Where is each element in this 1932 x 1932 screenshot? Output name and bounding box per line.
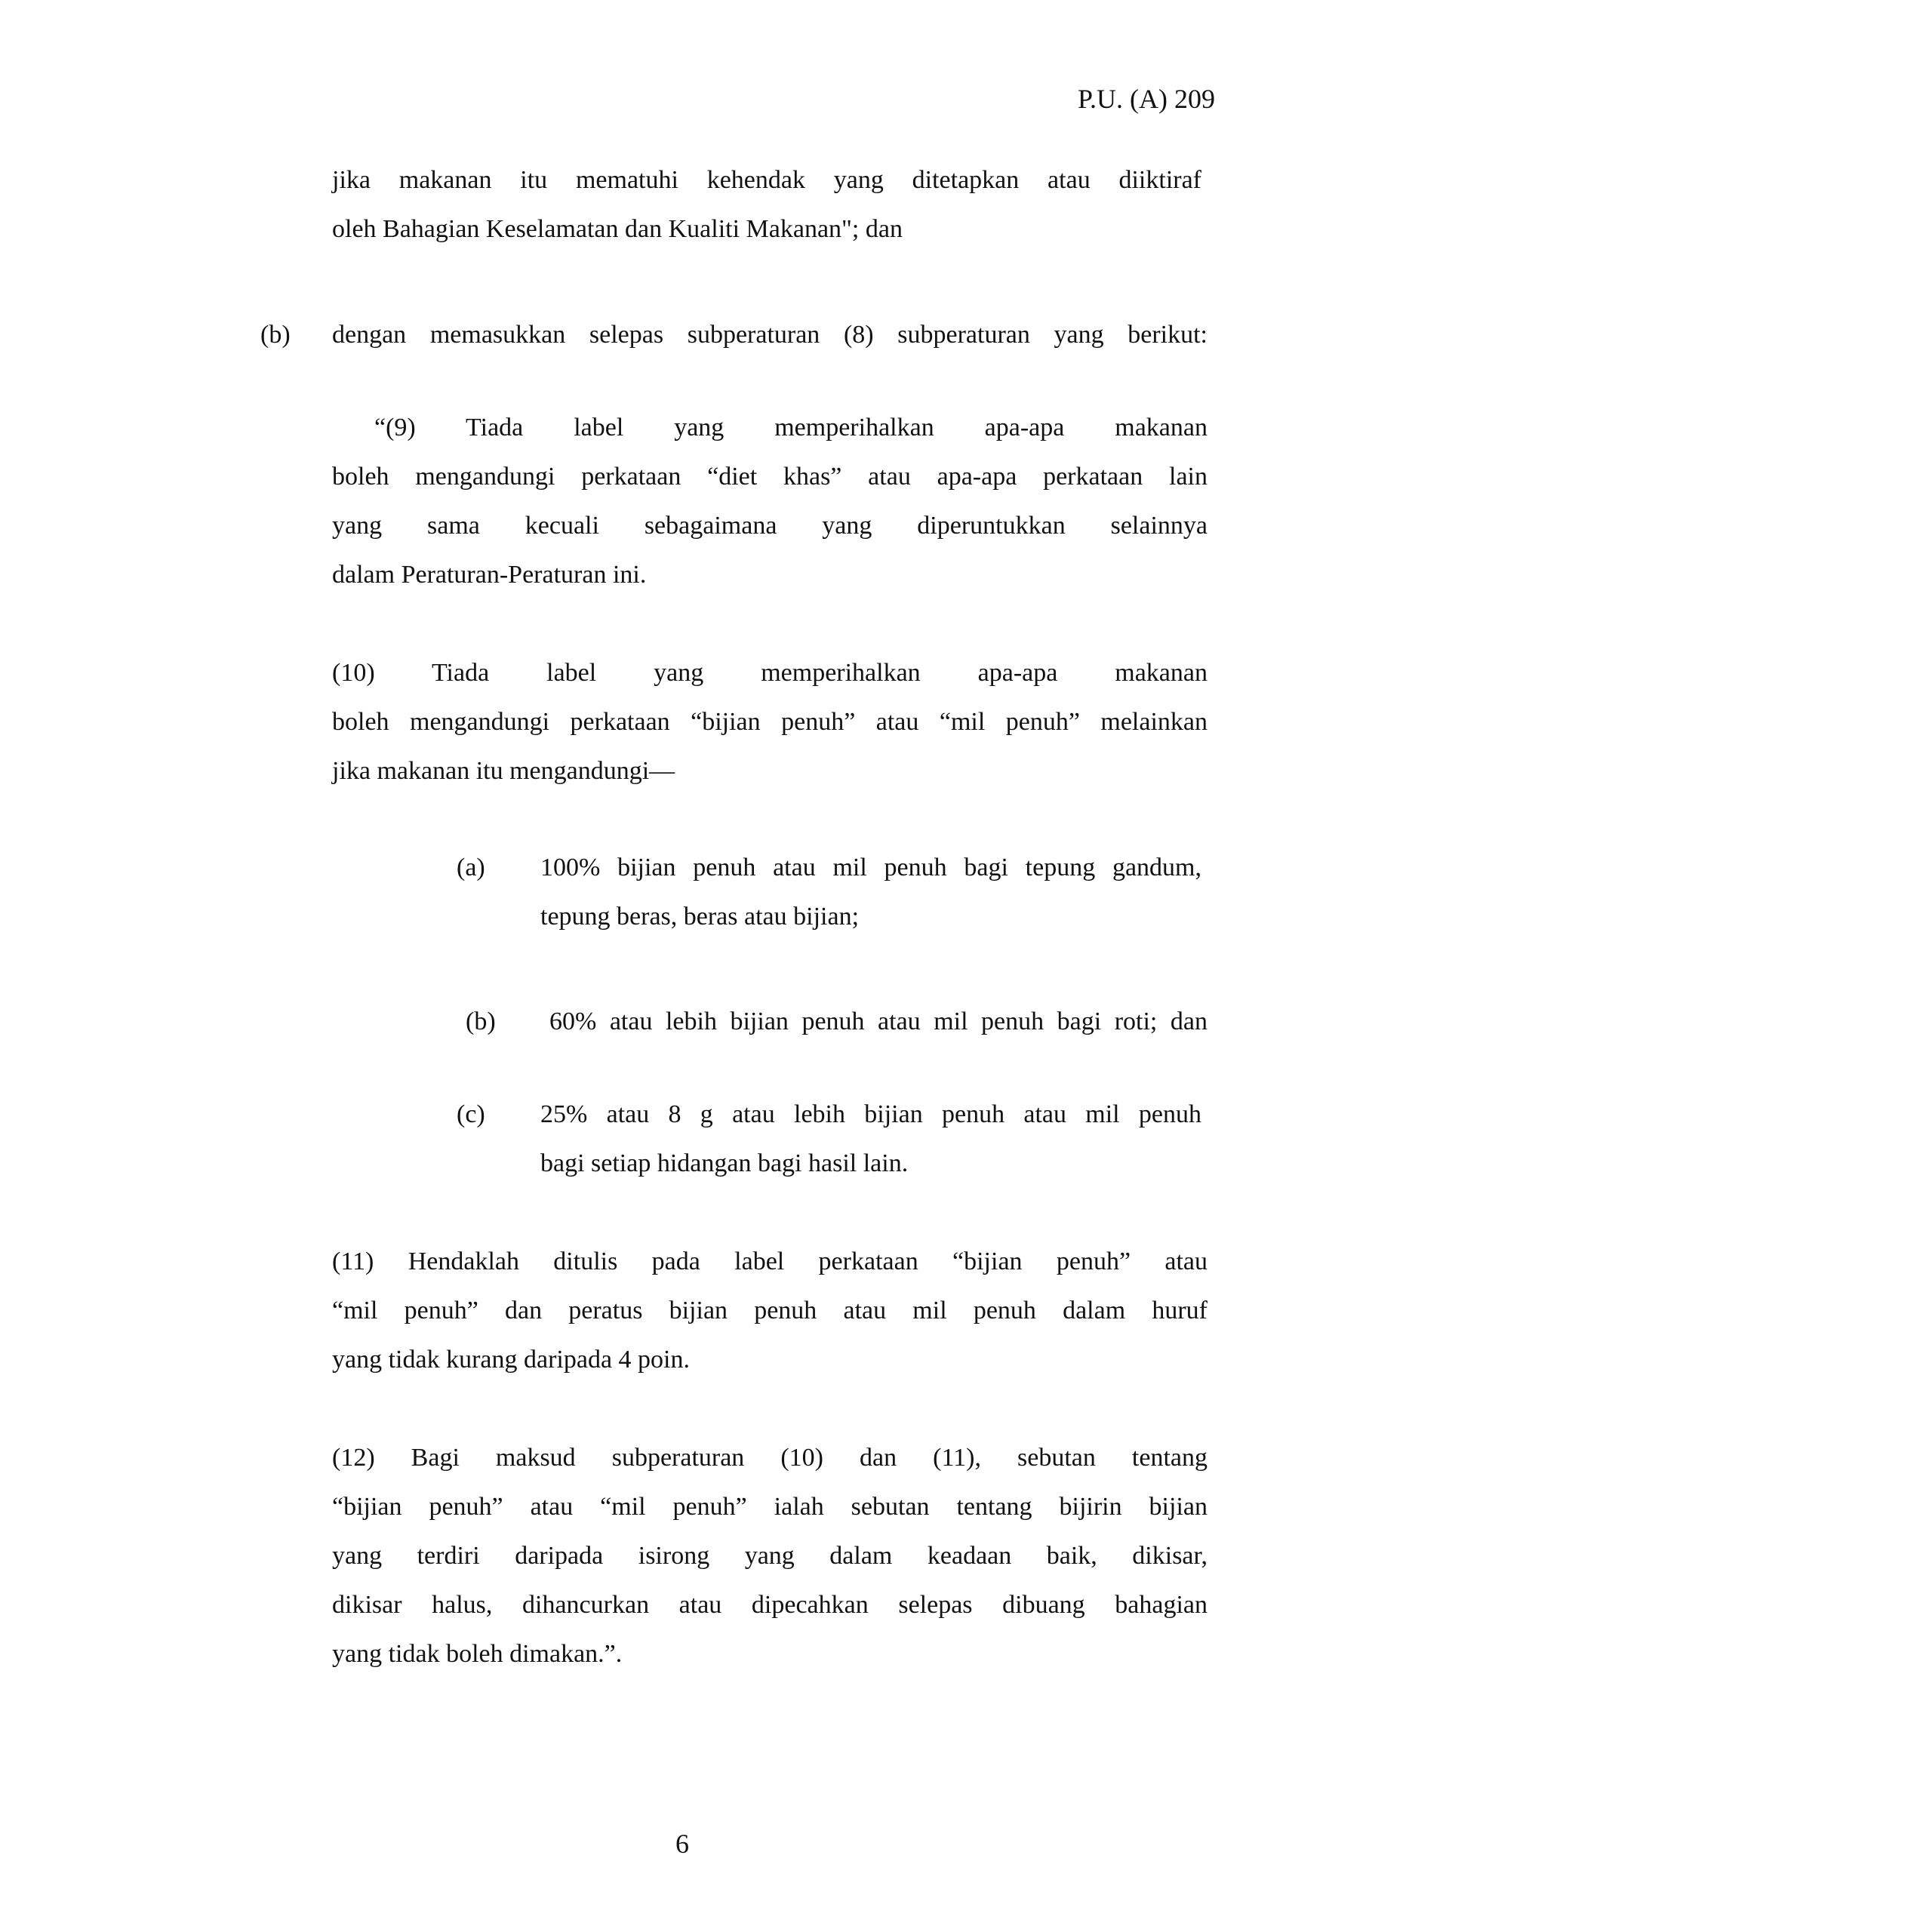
paragraph-12-line: yang terdiri daripada isirong yang dalam keadaan baik, dikisar,: [332, 1542, 1208, 1570]
paragraph-12-line: (12) Bagi maksud subperaturan (10) dan (11), sebutan tentang: [332, 1444, 1208, 1472]
sub-item-line: 25% atau 8 g atau lebih bijian penuh atau mil penuh: [540, 1100, 1201, 1128]
paragraph-11-line: (11) Hendaklah ditulis pada label perkataan “bijian penuh” atau: [332, 1247, 1208, 1275]
paragraph-12-line: dikisar halus, dihancurkan atau dipecahkan selepas dibuang bahagian: [332, 1591, 1208, 1619]
paragraph-9-line: boleh mengandungi perkataan “diet khas” atau apa-apa perkataan lain: [332, 463, 1208, 491]
paragraph-10-line: (10) Tiada label yang memperihalkan apa-apa makanan: [332, 659, 1208, 687]
document-reference: P.U. (A) 209: [1077, 84, 1215, 114]
sub-item-line: tepung beras, beras atau bijian;: [540, 903, 860, 931]
paragraph-12-line: yang tidak boleh dimakan.”.: [332, 1640, 623, 1668]
intro-line: jika makanan itu mematuhi kehendak yang ditetapkan atau diiktiraf: [332, 166, 1201, 194]
paragraph-10-line: jika makanan itu mengandungi—: [332, 757, 675, 785]
item-text: dengan memasukkan selepas subperaturan (8) subperaturan yang berikut:: [332, 321, 1208, 349]
sub-item-label: (a): [457, 854, 485, 881]
sub-item-line: bagi setiap hidangan bagi hasil lain.: [540, 1149, 909, 1177]
paragraph-9-line: “(9) Tiada label yang memperihalkan apa-apa makanan: [374, 414, 1208, 441]
sub-item-label: (b): [466, 1008, 496, 1035]
paragraph-10-line: boleh mengandungi perkataan “bijian penuh” atau “mil penuh” melainkan: [332, 708, 1208, 736]
intro-line: oleh Bahagian Keselamatan dan Kualiti Makanan"; dan: [332, 215, 903, 243]
sub-item-label: (c): [457, 1100, 485, 1128]
page-number: 6: [675, 1829, 689, 1859]
sub-item-line: 100% bijian penuh atau mil penuh bagi tepung gandum,: [540, 854, 1201, 881]
paragraph-11-line: yang tidak kurang daripada 4 poin.: [332, 1346, 690, 1374]
paragraph-9-line: yang sama kecuali sebagaimana yang diperuntukkan selainnya: [332, 512, 1208, 540]
paragraph-9-line: dalam Peraturan-Peraturan ini.: [332, 561, 647, 589]
item-label: (b): [260, 321, 291, 349]
paragraph-11-line: “mil penuh” dan peratus bijian penuh atau mil penuh dalam huruf: [332, 1297, 1208, 1324]
paragraph-12-line: “bijian penuh” atau “mil penuh” ialah sebutan tentang bijirin bijian: [332, 1493, 1208, 1521]
sub-item-line: 60% atau lebih bijian penuh atau mil penuh bagi roti; dan: [549, 1008, 1208, 1035]
